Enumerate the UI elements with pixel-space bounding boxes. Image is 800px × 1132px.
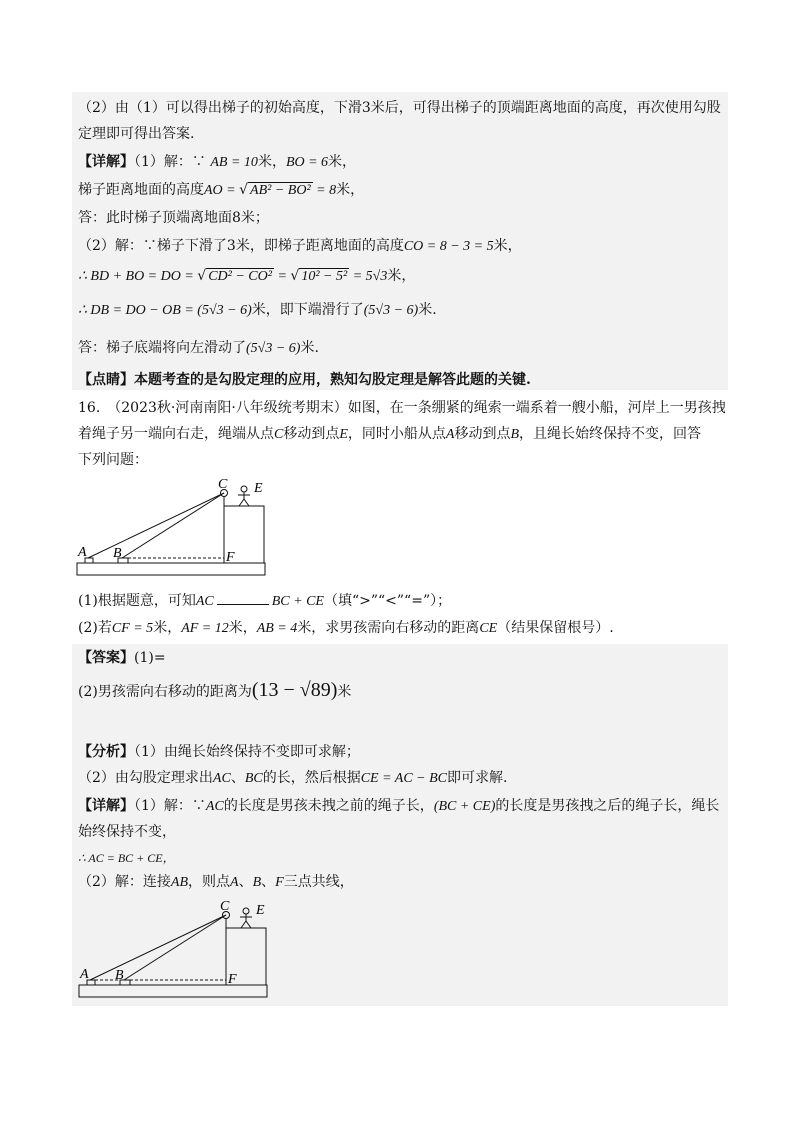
label-a: A — [80, 967, 89, 982]
analysis-line: 定理即可得出答案. — [78, 126, 195, 142]
solution-line: （2）解：连接AB，则点A、B、F三点共线， — [78, 874, 354, 890]
solution-line: 答：梯子底端将向左滑动了(5√3 − 6)米. — [78, 340, 319, 356]
label-f: F — [226, 550, 235, 565]
answer-line: (2)男孩需向右移动的距离为(13 − √89)米 — [78, 679, 352, 701]
label-f: F — [228, 972, 237, 987]
solution-line: 始终保持不变， — [78, 824, 176, 840]
figure-boat-rope-solution — [74, 898, 274, 1002]
question-line: 16. （2023秋·河南南阳·八年级统考期末）如图，在一条绷紧的绳索一端系着一艘小船，河岸上一男孩拽 — [78, 400, 726, 416]
analysis-line: （2）由勾股定理求出AC、BC的长，然后根据CE = AC − BC即可求解. — [78, 770, 508, 786]
label-a: A — [78, 545, 87, 560]
solution-line: （2）解：∵梯子下滑了3米，即梯子距离地面的高度CO = 8 − 3 = 5米， — [78, 238, 522, 254]
label-c: C — [218, 477, 228, 492]
question-line: (1)根据题意，可知AC BC + CE（填“>”“<”“=”）； — [78, 590, 451, 612]
solution-line: ∴ BD + BO = DO = √ CD² − CO² = √ 10² − 5² = 5√3米， — [78, 268, 416, 284]
solution-line: 【详解】（1）解：∵AC的长度是男孩未拽之前的绳子长，(BC + CE)的长度是男孩拽之后的绳子长，绳长 — [78, 798, 720, 814]
question-line: 下列问题： — [78, 452, 148, 468]
question-line: (2)若CF = 5米，AF = 12米，AB = 4米，求男孩需向右移动的距离CE（结果保留根号）. — [78, 620, 614, 636]
fill-blank[interactable] — [217, 590, 269, 605]
answer-line: 【答案】(1)= — [78, 650, 166, 666]
solution-line: 梯子距离地面的高度AO = √ AB² − BO² = 8米， — [78, 182, 365, 198]
label-e: E — [254, 481, 263, 496]
solution-line: ∴ AC = BC + CE， — [78, 851, 175, 865]
figure-boat-rope — [72, 476, 272, 580]
comment-line: 【点睛】本题考查的是勾股定理的应用，熟知勾股定理是解答此题的关键. — [78, 372, 531, 388]
label-e: E — [256, 903, 265, 918]
solution-line: 答：此时梯子顶端离地面8米； — [78, 210, 269, 226]
analysis-line: （2）由（1）可以得出梯子的初始高度，下滑3米后，可得出梯子的顶端距离地面的高度，再次使用勾股 — [78, 100, 721, 116]
solution-line: ∴ DB = DO − OB = (5√3 − 6)米，即下端滑行了(5√3 − 6)米. — [78, 302, 437, 318]
label-c: C — [220, 899, 230, 914]
label-b: B — [113, 546, 122, 561]
analysis-line: 【分析】（1）由绳长始终保持不变即可求解； — [78, 744, 360, 760]
solution-line: 【详解】（1）解：∵ AB = 10米，BO = 6米， — [78, 154, 357, 170]
label-b: B — [115, 968, 124, 983]
question-line: 着绳子另一端向右走，绳端从点C移动到点E，同时小船从点A移动到点B，且绳长始终保持不变，回答 — [78, 426, 702, 442]
